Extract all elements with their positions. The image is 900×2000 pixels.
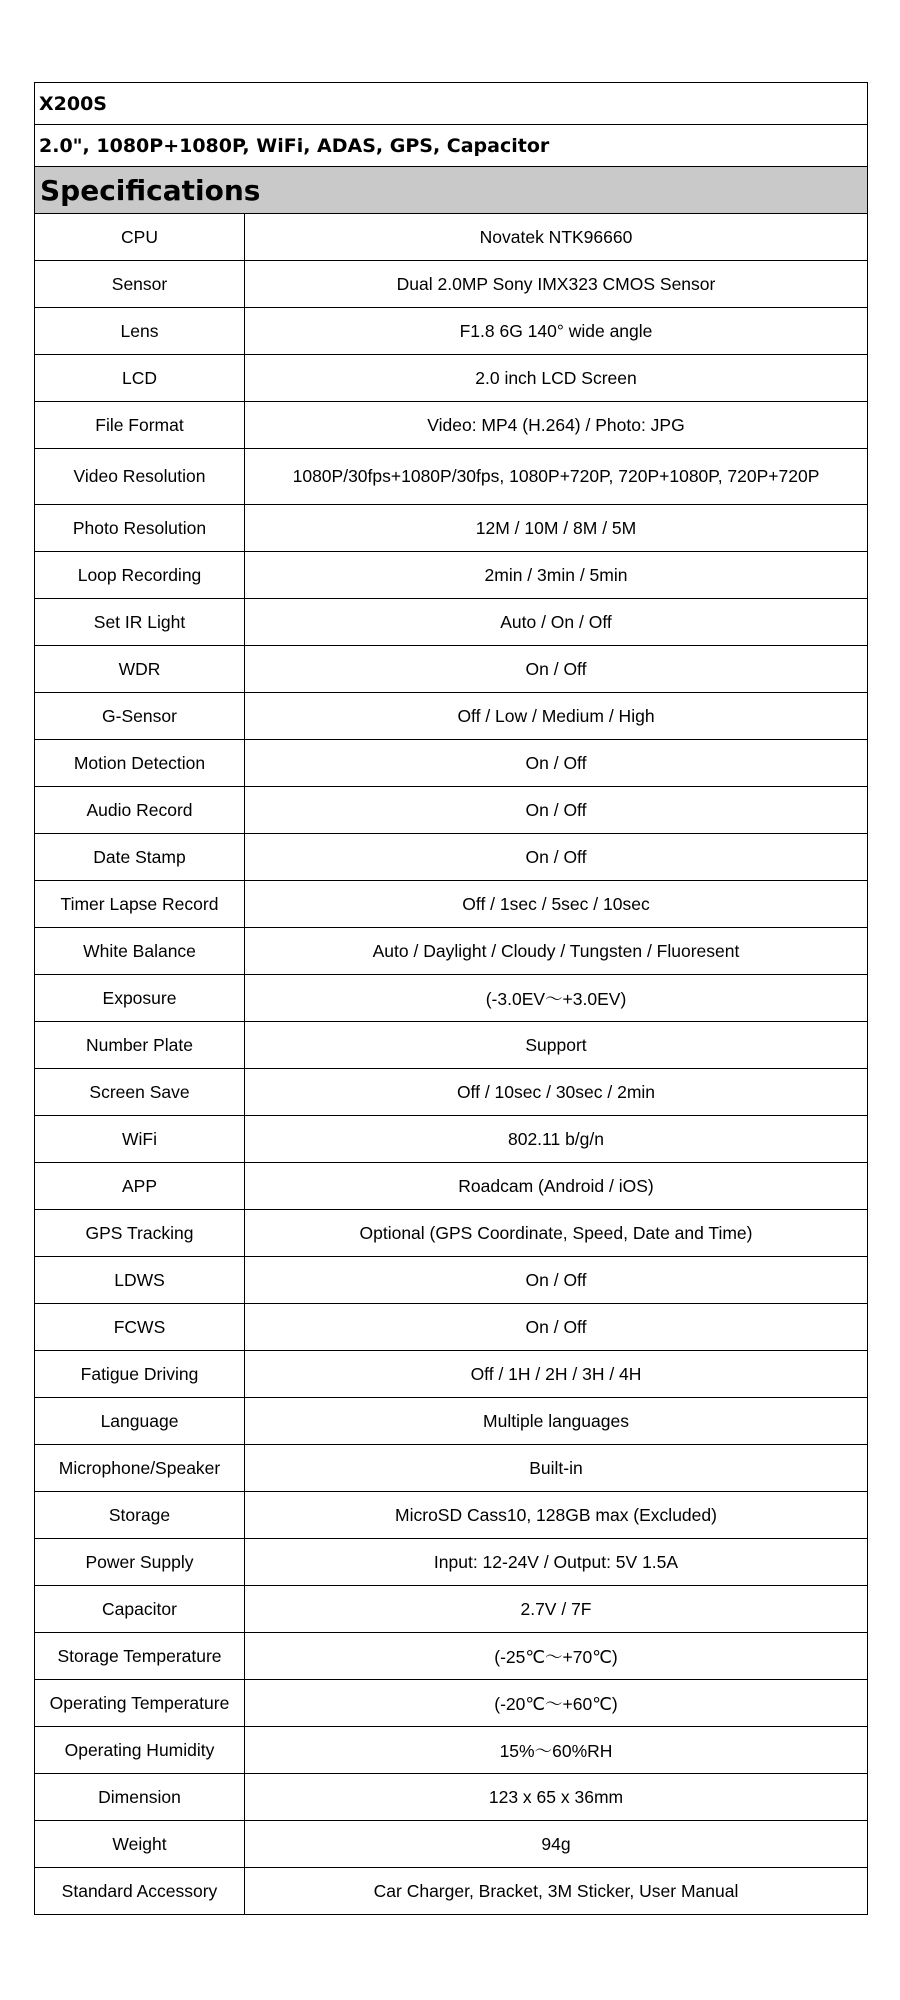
spec-value: Built-in	[245, 1445, 868, 1492]
spec-value: Auto / On / Off	[245, 599, 868, 646]
spec-label: Storage Temperature	[35, 1633, 245, 1680]
spec-value: 2.0 inch LCD Screen	[245, 355, 868, 402]
spec-label: G-Sensor	[35, 693, 245, 740]
spec-label: Standard Accessory	[35, 1868, 245, 1915]
spec-label: LDWS	[35, 1257, 245, 1304]
spec-row	[35, 1680, 868, 1727]
spec-label: Set IR Light	[35, 599, 245, 646]
spec-value: Support	[245, 1022, 868, 1069]
spec-row	[35, 1633, 868, 1680]
spec-value: Roadcam (Android / iOS)	[245, 1163, 868, 1210]
spec-row	[35, 834, 868, 881]
spec-label: CPU	[35, 214, 245, 261]
spec-value: 2min / 3min / 5min	[245, 552, 868, 599]
spec-row	[35, 1022, 868, 1069]
spec-row	[35, 402, 868, 449]
spec-row	[35, 1163, 868, 1210]
spec-row	[35, 1586, 868, 1633]
spec-value: On / Off	[245, 1257, 868, 1304]
spec-row	[35, 1210, 868, 1257]
spec-label: WiFi	[35, 1116, 245, 1163]
spec-row	[35, 1257, 868, 1304]
spec-label: Capacitor	[35, 1586, 245, 1633]
spec-label: Operating Humidity	[35, 1727, 245, 1774]
spec-value: Video: MP4 (H.264) / Photo: JPG	[245, 402, 868, 449]
spec-value: Optional (GPS Coordinate, Speed, Date and Time)	[245, 1210, 868, 1257]
spec-row	[35, 1304, 868, 1351]
spec-label: APP	[35, 1163, 245, 1210]
spec-row	[35, 1539, 868, 1586]
spec-row	[35, 881, 868, 928]
spec-table	[34, 213, 868, 1915]
spec-label: Screen Save	[35, 1069, 245, 1116]
spec-label: White Balance	[35, 928, 245, 975]
spec-value: Novatek NTK96660	[245, 214, 868, 261]
spec-sheet	[34, 82, 868, 1915]
spec-label: FCWS	[35, 1304, 245, 1351]
spec-label: GPS Tracking	[35, 1210, 245, 1257]
spec-row	[35, 449, 868, 505]
spec-value: 802.11 b/g/n	[245, 1116, 868, 1163]
spec-label: Dimension	[35, 1774, 245, 1821]
spec-label: Exposure	[35, 975, 245, 1022]
spec-label: Loop Recording	[35, 552, 245, 599]
spec-label: Fatigue Driving	[35, 1351, 245, 1398]
spec-value: (-3.0EV～+3.0EV)	[245, 975, 868, 1022]
spec-value: 12M / 10M / 8M / 5M	[245, 505, 868, 552]
spec-row	[35, 1774, 868, 1821]
spec-value: On / Off	[245, 1304, 868, 1351]
spec-row	[35, 1868, 868, 1915]
spec-value: Car Charger, Bracket, 3M Sticker, User Manual	[245, 1868, 868, 1915]
spec-row	[35, 599, 868, 646]
spec-row	[35, 1398, 868, 1445]
spec-row	[35, 1492, 868, 1539]
spec-row	[35, 1069, 868, 1116]
spec-value: Off / 1sec / 5sec / 10sec	[245, 881, 868, 928]
spec-label: Power Supply	[35, 1539, 245, 1586]
spec-table-body	[35, 214, 868, 1915]
spec-row	[35, 975, 868, 1022]
spec-label: File Format	[35, 402, 245, 449]
spec-value: Dual 2.0MP Sony IMX323 CMOS Sensor	[245, 261, 868, 308]
spec-label: Photo Resolution	[35, 505, 245, 552]
spec-value: Off / 1H / 2H / 3H / 4H	[245, 1351, 868, 1398]
spec-label: Video Resolution	[35, 449, 245, 505]
spec-label: Audio Record	[35, 787, 245, 834]
spec-value: On / Off	[245, 740, 868, 787]
model-title: X200S	[34, 82, 868, 124]
spec-row	[35, 928, 868, 975]
spec-value: MicroSD Cass10, 128GB max (Excluded)	[245, 1492, 868, 1539]
spec-row	[35, 1351, 868, 1398]
spec-value: 123 x 65 x 36mm	[245, 1774, 868, 1821]
spec-value: On / Off	[245, 646, 868, 693]
spec-value: On / Off	[245, 787, 868, 834]
spec-row	[35, 505, 868, 552]
spec-label: Motion Detection	[35, 740, 245, 787]
spec-value: (-20℃～+60℃)	[245, 1680, 868, 1727]
spec-value: Off / Low / Medium / High	[245, 693, 868, 740]
spec-label: WDR	[35, 646, 245, 693]
spec-label: Microphone/Speaker	[35, 1445, 245, 1492]
spec-value: 94g	[245, 1821, 868, 1868]
spec-row	[35, 552, 868, 599]
spec-value: F1.8 6G 140° wide angle	[245, 308, 868, 355]
spec-row	[35, 740, 868, 787]
spec-label: Sensor	[35, 261, 245, 308]
spec-row	[35, 693, 868, 740]
spec-row	[35, 355, 868, 402]
spec-value: 1080P/30fps+1080P/30fps, 1080P+720P, 720P+1080P, 720P+720P	[245, 449, 868, 505]
spec-label: Lens	[35, 308, 245, 355]
spec-row	[35, 1445, 868, 1492]
spec-value: 15%～60%RH	[245, 1727, 868, 1774]
feature-summary: 2.0", 1080P+1080P, WiFi, ADAS, GPS, Capacitor	[34, 124, 868, 166]
spec-row	[35, 214, 868, 261]
spec-label: Operating Temperature	[35, 1680, 245, 1727]
spec-row	[35, 787, 868, 834]
spec-row	[35, 261, 868, 308]
spec-value: Multiple languages	[245, 1398, 868, 1445]
spec-row	[35, 646, 868, 693]
spec-row	[35, 308, 868, 355]
spec-label: Timer Lapse Record	[35, 881, 245, 928]
spec-label: Number Plate	[35, 1022, 245, 1069]
spec-row	[35, 1727, 868, 1774]
spec-value: 2.7V / 7F	[245, 1586, 868, 1633]
spec-label: Storage	[35, 1492, 245, 1539]
section-title: Specifications	[34, 166, 868, 213]
spec-label: Date Stamp	[35, 834, 245, 881]
spec-value: (-25℃～+70℃)	[245, 1633, 868, 1680]
spec-label: Language	[35, 1398, 245, 1445]
spec-row	[35, 1116, 868, 1163]
spec-row	[35, 1821, 868, 1868]
spec-value: On / Off	[245, 834, 868, 881]
spec-label: Weight	[35, 1821, 245, 1868]
spec-value: Auto / Daylight / Cloudy / Tungsten / Fluoresent	[245, 928, 868, 975]
spec-value: Input: 12-24V / Output: 5V 1.5A	[245, 1539, 868, 1586]
spec-value: Off / 10sec / 30sec / 2min	[245, 1069, 868, 1116]
spec-label: LCD	[35, 355, 245, 402]
